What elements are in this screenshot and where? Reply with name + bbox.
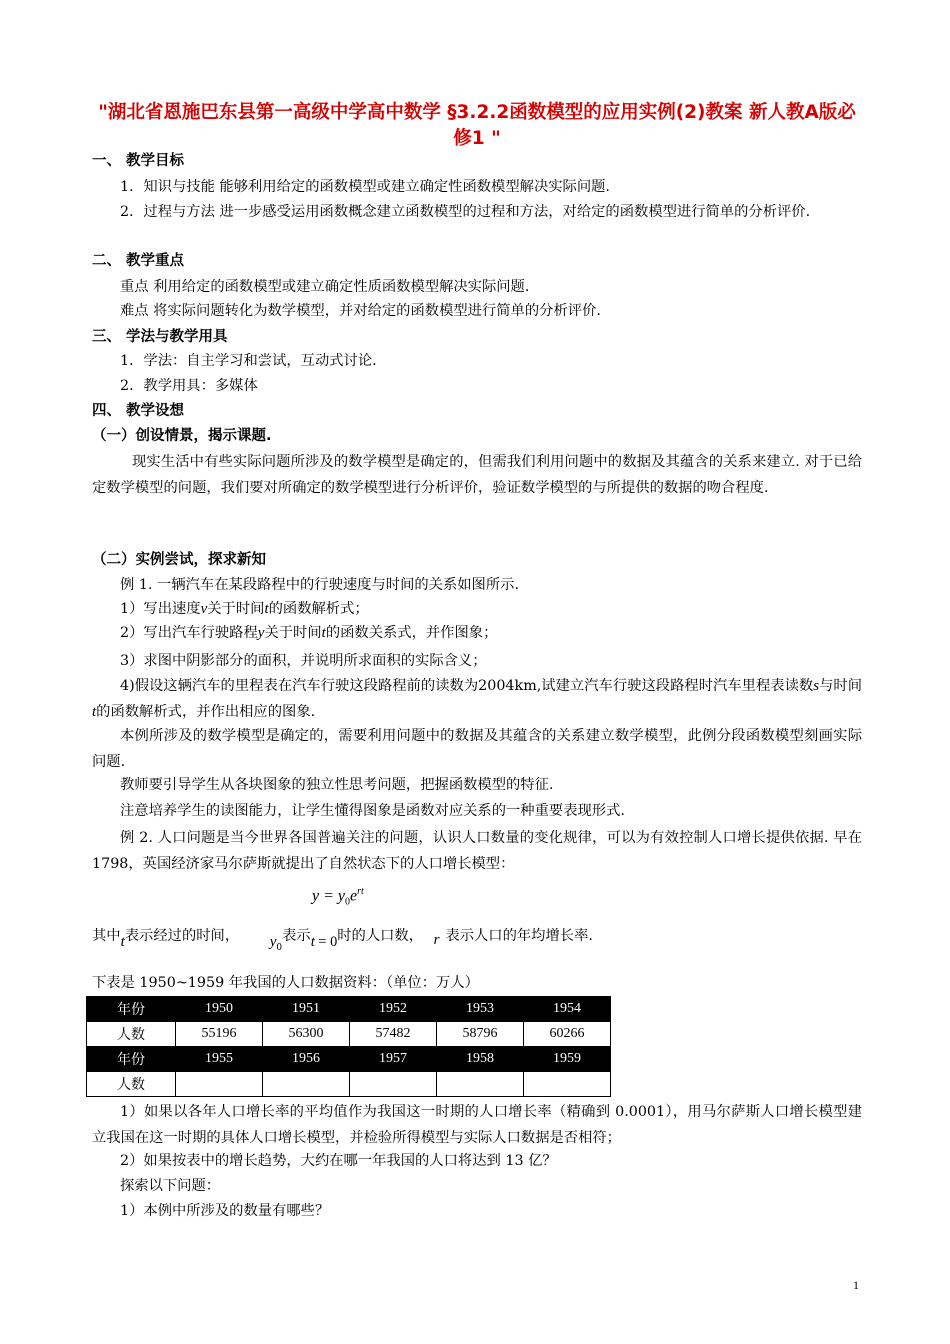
table-cell: 1959 [524,1047,611,1072]
math-var: t [264,601,269,617]
example1-q1 [120,599,369,619]
table-cell: 年份 [87,997,176,1022]
table-cell [437,1072,524,1097]
example1-q2 [120,623,497,643]
table-cell: 1952 [350,997,437,1022]
table-cell: 1951 [263,997,350,1022]
page-number: 1 [853,1278,859,1292]
document-title: "湖北省恩施巴东县第一高级中学高中数学 §3.2.2函数模型的应用实例(2)教案 新人教A版必修1 " [98,102,856,149]
formula-e: e [350,887,358,905]
text: 关于时间 [207,601,265,617]
table-cell: 人数 [87,1072,176,1097]
math-var: y [257,625,265,641]
math-var: t [321,625,326,641]
table-cell [524,1072,611,1097]
formula-rhs: = y [319,887,346,905]
section-heading-design: 四、 教学设想 [92,403,185,419]
math-var: y [269,934,277,950]
example1-note3: 注意培养学生的读图能力，让学生懂得图象是函数对应关系的一种重要表现形式. [120,803,625,819]
subsection-heading-examples: （二）实例尝试，探求新知 [92,552,266,568]
text: 1）写出速度 [120,601,201,617]
text: 的函数解析式，并作出相应的图象. [96,704,316,720]
math-var: v [200,601,208,617]
table-cell: 1958 [437,1047,524,1072]
table-cell: 55196 [176,1022,263,1047]
example1-note1: 本例所涉及的数学模型是确定的，需要利用问题中的数据及其蕴含的关系建立数学模型，此例分段函数模型刻画实际问题. [92,728,862,770]
table-cell: 57482 [350,1022,437,1047]
text: 表示 [282,928,311,944]
text: 的函数关系式，并作图象； [325,625,498,641]
population-table [86,996,611,1097]
text: 2）写出汽车行驶路程 [120,625,258,641]
table-cell [263,1072,350,1097]
math-var: t [310,934,315,950]
section-heading-key-points: 二、 教学重点 [92,253,185,269]
table-cell: 年份 [87,1047,176,1072]
table-row [87,1047,611,1072]
text: 表示经过的时间， [124,928,240,944]
table-cell: 58796 [437,1022,524,1047]
example1-q4 [92,673,862,725]
table-cell: 56300 [263,1022,350,1047]
math-sub: 0 [276,942,283,953]
formula-lhs: y [312,887,320,905]
table-cell: 1953 [437,997,524,1022]
text: 表示人口的年均增长率. [445,928,593,944]
table-row [87,1072,611,1097]
example2-q1: 1）如果以各年人口增长率的平均值作为我国这一时期的人口增长率（精确到 0.0001），用马尔萨斯人口增长模型建立我国在这一时期的具体人口增长模型，并检验所得模型与实际人口数据是否相符； [92,1104,862,1146]
math-var: t [92,704,97,720]
table-row [87,997,611,1022]
example2-explore: 探索以下问题： [120,1178,221,1194]
text: 时的人口数， [337,928,424,944]
table-cell: 1955 [176,1047,263,1072]
math-zero: 0 [330,934,338,950]
table-cell: 1957 [350,1047,437,1072]
example1-note2: 教师要引导学生从各块图象的独立性思考问题，把握函数模型的特征. [120,777,554,793]
key-point: 重点 利用给定的函数模型或建立确定性质函数模型解决实际问题. [120,279,530,295]
table-row [87,1022,611,1047]
example1-q3: 3）求图中阴影部分的面积，并说明所求面积的实际含义； [120,653,487,669]
table-cell: 60266 [524,1022,611,1047]
intro-paragraph: 现实生活中有些实际问题所涉及的数学模型是确定的，但需我们利用问题中的数据及其蕴含的关系来建立. 对于已给定数学模型的问题，我们要对所确定的数学模型进行分析评价，验证数学模型的与所提供的数据的吻合程度. [92,454,862,496]
math-var: s [813,678,820,694]
objective-1: 1．知识与技能 能够利用给定的函数模型或建立确定性函数模型解决实际问题. [120,179,610,195]
formula-sub: 0 [345,896,351,908]
method-2: 2．教学用具：多媒体 [120,378,258,394]
section-heading-objectives: 一、 教学目标 [92,153,185,169]
difficult-point: 难点 将实际问题转化为数学模型，并对给定的函数模型进行简单的分析评价. [120,303,601,319]
example2-explore-q1: 1）本例中所涉及的数量有哪些？ [120,1203,330,1219]
section-heading-methods: 三、 学法与教学用具 [92,329,228,345]
subsection-heading-intro: （一）创设情景，揭示课题. [92,428,272,444]
objective-2: 2．过程与方法 进一步感受运用函数概念建立函数模型的过程和方法，对给定的函数模型进行简单的分析评价. [120,204,811,220]
example2-intro: 例 2. 人口问题是当今世界各国普遍关注的问题，认识人口数量的变化规律，可以为有效控制人口增长提供依据. 早在 1798，英国经济家马尔萨斯就提出了自然状态下的人口增长模型： [92,830,862,872]
malthus-formula [312,886,364,908]
example2-variable-explanation: 其中t表示经过的时间， $y_0$表示t = 0时的人口数， r 表示人口的年均增长率. [92,928,593,953]
table-cell: 1956 [263,1047,350,1072]
table-cell [350,1072,437,1097]
table-caption: 下表是 1950~1959 年我国的人口数据资料：（单位：万人） [92,975,479,991]
text: 其中 [92,928,121,944]
table-cell: 人数 [87,1022,176,1047]
math-var: r [433,932,440,948]
table-cell [176,1072,263,1097]
text: 关于时间 [264,625,322,641]
math-var: t [120,934,125,950]
text: 4)假设这辆汽车的里程表在汽车行驶这段路程前的读数为2004km,试建立汽车行驶这段路程时汽车里程表读数 [120,678,814,694]
text: 的函数解析式； [268,601,369,617]
table-cell: 1954 [524,997,611,1022]
example1-intro: 例 1. 一辆汽车在某段路程中的行驶速度与时间的关系如图所示. [120,577,519,593]
method-1: 1．学法：自主学习和尝试，互动式讨论. [120,353,377,369]
example2-q2: 2）如果按表中的增长趋势，大约在哪一年我国的人口将达到 13 亿？ [120,1153,557,1169]
table-cell: 1950 [176,997,263,1022]
text: 与时间 [819,678,862,694]
formula-exponent: rt [357,886,364,897]
